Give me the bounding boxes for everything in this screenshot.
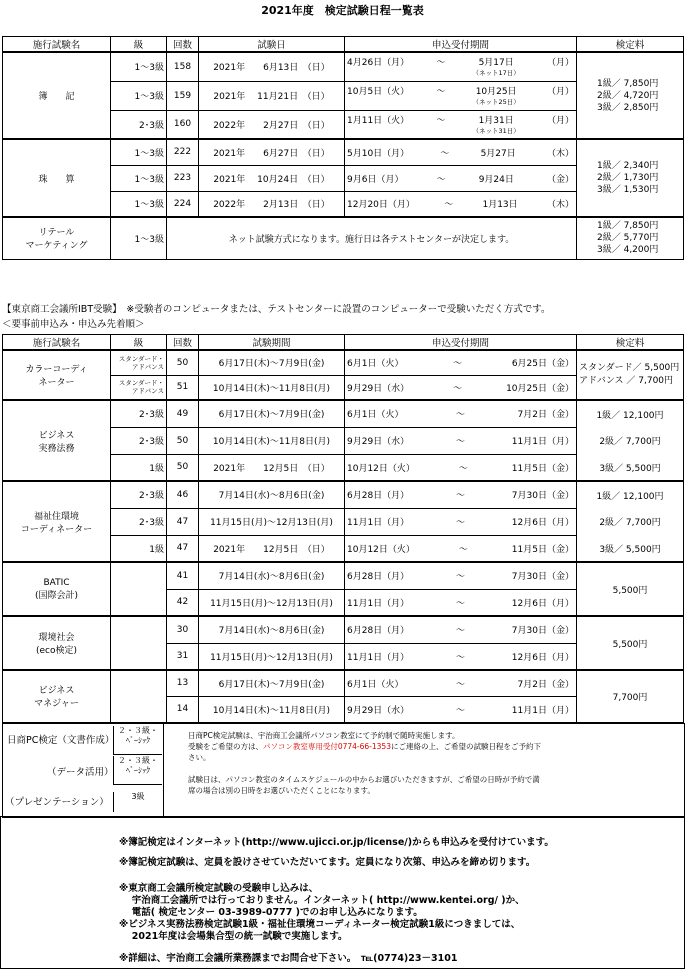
period-to: 7月30日（金） <box>511 572 574 583</box>
exam-name <box>3 400 111 481</box>
fee-line: アドバンス ／ 7,700円 <box>579 376 674 386</box>
footer-note: 宇治商工会議所では行っておりません。インターネット( http://www.kentei.org/ )か、 <box>119 895 525 906</box>
period-from: 9月6日（月） <box>347 174 404 185</box>
net-note: （ネット31日） <box>472 126 520 135</box>
pc-level-3: 3級 <box>113 792 162 812</box>
period-to: 7月30日（金） <box>511 626 574 637</box>
ibt-note-2: ＜要事前申込み・申込み先着順＞ <box>2 319 145 330</box>
period-to: 12月6日（月） <box>511 652 574 663</box>
period-cell <box>345 481 577 508</box>
header-cell: 施行試験名 <box>3 335 111 351</box>
footer-note: ※東京商工会議所検定試験の受験申し込みは、 <box>119 883 319 894</box>
period-cell <box>345 81 577 110</box>
fee-cell <box>577 350 684 400</box>
schedule-table-2 <box>2 334 684 723</box>
header-cell: 級 <box>111 335 167 351</box>
table-row <box>3 217 684 259</box>
grade-cell <box>111 562 167 616</box>
pc-desc-line <box>188 741 684 752</box>
header-cell: 級 <box>111 37 167 53</box>
period-from: 6月1日（火） <box>347 359 404 370</box>
period-to: 11月5日（金） <box>511 463 574 474</box>
period-cell <box>345 165 577 191</box>
fee-cell: 3級／ 5,500円 <box>577 454 684 481</box>
header-cell: 試験日 <box>199 37 345 53</box>
period-from: 6月1日（火） <box>347 679 404 690</box>
exam-name-line: ビジネス <box>38 430 75 441</box>
period-to: 11月5日（金） <box>511 544 574 555</box>
table-row <box>3 562 684 589</box>
grade-cell <box>111 616 167 670</box>
round-cell: 51 <box>167 375 199 400</box>
period-to: 7月30日（金） <box>511 491 574 502</box>
period-cell <box>345 508 577 535</box>
header-cell: 申込受付期間 <box>345 335 577 351</box>
period-exam: 10月14日(木)～11月8日(月) <box>199 427 345 454</box>
footer-note: 2021年度は会場集合型の統一試験で実施します。 <box>119 931 348 942</box>
round-cell: 41 <box>167 562 199 589</box>
period-from: 10月5日（火） <box>347 87 410 97</box>
period-from: 10月12日（火） <box>347 544 415 555</box>
fee-cell <box>577 52 684 139</box>
period-cell <box>345 616 577 643</box>
tilde: ～ <box>455 652 465 663</box>
period-cell <box>345 350 577 375</box>
exam-name-line: 福祉住環境 <box>33 511 79 522</box>
period-to: 12月6日（月） <box>511 598 574 609</box>
round-cell: 42 <box>167 589 199 616</box>
header-cell: 施行試験名 <box>3 37 111 53</box>
exam-name-line: マネジャー <box>34 699 79 710</box>
period-exam: 11月15日(月)～12月13日(月) <box>199 643 345 670</box>
ibt-note: 【東京商工会議所IBT受験】 ※受験者のコンピュータまたは、テストセンターに設置のコンピューターで受験いただく方式です。 <box>2 304 551 315</box>
round-cell: 222 <box>167 139 199 165</box>
pc-desc-text: 受験をご希望の方は、 <box>188 742 263 751</box>
footer-note: 電話( 検定センター 03-3989-0777 )でのお申し込みになります。 <box>119 907 423 918</box>
period-from: 11月1日（月） <box>347 652 410 663</box>
tilde: ～ <box>455 705 465 716</box>
period-cell <box>345 454 577 481</box>
period-cell <box>345 589 577 616</box>
fee-cell: 7,700円 <box>577 670 684 722</box>
table-row <box>3 616 684 643</box>
exam-name: 珠 算 <box>3 139 111 217</box>
tilde: ～ <box>455 679 465 690</box>
grade-cell: 1～3級 <box>111 139 167 165</box>
exam-name-line: BATIC <box>43 577 70 588</box>
fee-line: 1級／ 2,340円 <box>597 161 659 171</box>
page-title: 2021年度 検定試験日程一覧表 <box>261 4 424 17</box>
round-cell: 13 <box>167 670 199 696</box>
round-cell: 50 <box>167 454 199 481</box>
footer-notes <box>0 816 685 969</box>
period-exam: 6月17日(木)～7月9日(金) <box>199 670 345 696</box>
period-from: 6月28日（月） <box>347 626 410 637</box>
grade-cell: 2･3級 <box>111 481 167 508</box>
round-cell: 49 <box>167 400 199 427</box>
grade-cell: 1～3級 <box>111 191 167 217</box>
table-header <box>3 37 684 53</box>
grade-cell <box>111 375 167 400</box>
date-cell: 2021年 11月21日 （日） <box>199 81 345 110</box>
grade-cell: 2･3級 <box>111 110 167 139</box>
fee-line: 2級／ 4,720円 <box>597 90 659 101</box>
pc-desc-line: さい。 <box>188 753 211 762</box>
period-exam: 2021年 12月5日 （日） <box>199 454 345 481</box>
tilde: ～ <box>458 463 468 474</box>
tilde: ～ <box>455 437 465 447</box>
round-cell: 14 <box>167 696 199 722</box>
exam-name-line: ビジネス <box>38 686 75 697</box>
period-from: 9月29日（水） <box>347 437 410 447</box>
table-row <box>3 400 684 427</box>
period-from: 6月28日（月） <box>347 572 410 583</box>
grade-cell: 1～3級 <box>111 52 167 81</box>
table-row <box>3 350 684 375</box>
pc-desc-line: 日商PC検定試験は、宇治商工会議所パソコン教室にて予約制で随時実施します。 <box>188 731 460 740</box>
tilde: ～ <box>455 491 465 502</box>
fee-cell: 2級／ 7,700円 <box>577 508 684 535</box>
fee-cell <box>577 217 684 259</box>
header-cell: 回数 <box>167 37 199 53</box>
tilde: ～ <box>455 598 465 609</box>
period-exam: 7月14日(水)～8月6日(金) <box>199 616 345 643</box>
header-cell: 検定料 <box>577 335 684 351</box>
round-cell: 47 <box>167 508 199 535</box>
round-cell: 224 <box>167 191 199 217</box>
period-exam: 10月14日(木)～11月8日(月) <box>199 696 345 722</box>
period-from: 11月1日（月） <box>347 518 410 528</box>
tilde: ～ <box>436 115 446 126</box>
tilde: ～ <box>458 544 468 555</box>
period-dow: （金） <box>546 174 574 185</box>
round-cell: 46 <box>167 481 199 508</box>
fee-line: 3級／ 4,200円 <box>597 245 659 256</box>
period-to: 9月24日 <box>478 174 514 185</box>
period-cell <box>345 139 577 165</box>
round-cell: 50 <box>167 350 199 375</box>
date-cell: 2022年 2月27日 （日） <box>199 110 345 139</box>
period-to: 11月1日（月） <box>511 705 574 716</box>
grade-cell: 2･3級 <box>111 400 167 427</box>
exam-name <box>3 562 111 616</box>
grade-cell: 1～3級 <box>111 217 167 259</box>
date-cell: 2021年 6月13日 （日） <box>199 52 345 81</box>
fee-cell <box>577 139 684 217</box>
exam-name-line: マーケティング <box>25 241 88 252</box>
period-exam: 7月14日(水)～8月6日(金) <box>199 562 345 589</box>
table-row <box>3 139 684 165</box>
period-exam: 2021年 12月5日 （日） <box>199 535 345 562</box>
period-cell <box>345 643 577 670</box>
grade-cell: 1級 <box>111 454 167 481</box>
footer-note: ※詳細は、宇治商工会議所業務課までお問合せ下さい。 ℡(0774)23－3101 <box>119 953 458 964</box>
footer-note: ※ビジネス実務法務検定試験1級・福祉住環境コーディネーター検定試験1級につきましては、 <box>119 919 521 930</box>
exam-name <box>3 616 111 670</box>
period-dow: （月） <box>546 115 574 126</box>
period-cell <box>345 696 577 722</box>
pc-label-document: 日商PC検定（文書作成） <box>7 735 115 746</box>
table-row <box>3 52 684 81</box>
period-dow: （月） <box>546 58 574 69</box>
fee-cell: 5,500円 <box>577 562 684 616</box>
pc-desc-line: 席の場合は別の日時をお選びいただくことになります。 <box>188 786 375 795</box>
period-from: 6月28日（月） <box>347 491 410 502</box>
header-cell: 試験期間 <box>199 335 345 351</box>
period-cell <box>345 52 577 81</box>
header-cell: 申込受付期間 <box>345 37 577 53</box>
round-cell: 160 <box>167 110 199 139</box>
period-from: 11月1日（月） <box>347 598 410 609</box>
exam-name-line: カラーコーディ <box>25 365 88 375</box>
exam-name <box>3 481 111 562</box>
period-to: 7月2日（金） <box>517 410 574 421</box>
period-from: 6月1日（火） <box>347 410 404 421</box>
period-cell <box>345 535 577 562</box>
period-to: 5月27日 <box>480 148 516 159</box>
period-cell <box>345 191 577 217</box>
pc-exam-section <box>2 723 685 818</box>
exam-name-line: ネーター <box>38 378 75 388</box>
period-exam: 11月15日(月)～12月13日(月) <box>199 508 345 535</box>
period-cell <box>345 670 577 696</box>
round-cell: 30 <box>167 616 199 643</box>
grade-line: アドバンス <box>131 387 164 396</box>
table-header <box>3 335 684 351</box>
period-dow: （木） <box>546 148 574 159</box>
period-exam: 6月17日(木)～7月9日(金) <box>199 350 345 375</box>
pc-level-2 <box>113 756 162 785</box>
period-from: 10月12日（火） <box>347 463 415 474</box>
date-cell: 2021年 10月24日 （日） <box>199 165 345 191</box>
exam-name-line: 実務法務 <box>38 443 75 454</box>
period-exam: 7月14日(水)～8月6日(金) <box>199 481 345 508</box>
exam-name-line: リテール <box>38 228 75 239</box>
date-cell: 2021年 6月27日 （日） <box>199 139 345 165</box>
round-cell: 158 <box>167 52 199 81</box>
period-exam: 6月17日(木)～7月9日(金) <box>199 400 345 427</box>
schedule-table-1 <box>2 36 684 260</box>
tilde: ～ <box>455 410 465 421</box>
period-cell <box>345 562 577 589</box>
round-cell: 159 <box>167 81 199 110</box>
fee-line: 2級／ 1,730円 <box>597 173 659 183</box>
period-cell <box>345 427 577 454</box>
round-cell: 31 <box>167 643 199 670</box>
tilde: ～ <box>455 572 465 583</box>
fee-line: 2級／ 5,770円 <box>597 233 659 244</box>
grade-cell: 2･3級 <box>111 427 167 454</box>
grade-line: スタンダード・ <box>118 354 164 363</box>
period-from: 5月10日（月） <box>347 148 410 159</box>
grade-line: スタンダード・ <box>118 379 164 388</box>
pc-desc-line: 試験日は、パソコン教室のタイムスケジュールの中からお選びいただきますが、ご希望の日時が予約で満 <box>188 775 540 784</box>
tilde: ～ <box>453 383 463 394</box>
period-from: 12月20日（月） <box>347 200 415 211</box>
net-note: （ネット25日） <box>472 98 520 106</box>
exam-name-line: コーディネーター <box>20 524 93 535</box>
period-from: 9月29日（水） <box>347 383 410 394</box>
grade-line: アドバンス <box>131 362 164 371</box>
period-dow: （月） <box>546 87 574 97</box>
fee-cell: 3級／ 5,500円 <box>577 535 684 562</box>
grade-cell: 1級 <box>111 535 167 562</box>
grade-cell: 2･3級 <box>111 508 167 535</box>
pc-level-1 <box>113 726 162 755</box>
header-cell: 検定料 <box>577 37 684 53</box>
period-to: 6月25日（金） <box>511 359 574 370</box>
period-to: 10月25日（金） <box>506 383 574 394</box>
period-cell <box>345 375 577 400</box>
fee-cell: 2級／ 7,700円 <box>577 427 684 454</box>
period-to: 7月2日（金） <box>517 679 574 690</box>
tilde: ～ <box>436 87 446 97</box>
round-cell: 47 <box>167 535 199 562</box>
fee-cell: 1級／ 12,100円 <box>577 400 684 427</box>
header-cell: 回数 <box>167 335 199 351</box>
period-from: 1月11日（火） <box>347 115 410 126</box>
exam-name-line: 環境社会 <box>38 633 75 643</box>
date-cell: 2022年 2月13日 （日） <box>199 191 345 217</box>
period-to: 11月1日（月） <box>511 437 574 447</box>
tilde: ～ <box>436 58 446 69</box>
period-to: 1月13日 <box>482 200 518 211</box>
tilde: ～ <box>440 148 450 159</box>
fee-cell: 5,500円 <box>577 616 684 670</box>
grade-cell: 1～3級 <box>111 81 167 110</box>
retail-note: ネット試験方式になります。施行日は各テストセンターが決定します。 <box>167 217 577 259</box>
tilde: ～ <box>455 626 465 637</box>
period-to: 1月31日 <box>478 115 514 126</box>
fee-line: 1級／ 7,850円 <box>597 221 659 232</box>
period-cell <box>345 110 577 139</box>
pc-phone-highlight: パソコン教室専用受付0774-66-1353 <box>263 742 391 751</box>
grade-cell <box>111 350 167 375</box>
fee-line: 1級／ 7,850円 <box>597 78 659 89</box>
exam-name <box>3 217 111 259</box>
fee-cell: 1級／ 12,100円 <box>577 481 684 508</box>
period-exam: 11月15日(月)～12月13日(月) <box>199 589 345 616</box>
period-from: 9月29日（水） <box>347 705 410 716</box>
period-to: 5月17日 <box>478 58 514 69</box>
grade-cell <box>111 670 167 722</box>
exam-name: 簿 記 <box>3 52 111 139</box>
tilde: ～ <box>444 200 454 211</box>
round-cell: 223 <box>167 165 199 191</box>
period-to: 10月25日 <box>475 87 517 97</box>
period-cell <box>345 400 577 427</box>
pc-desc-text: にご連絡の上、ご希望の試験日程をご予約下 <box>390 742 541 751</box>
round-cell: 50 <box>167 427 199 454</box>
exam-name <box>3 350 111 400</box>
net-note: （ネット17日） <box>472 69 520 78</box>
pc-label-data: （データ活用） <box>47 767 114 778</box>
level-line: ﾍﾞｰｼｯｸ <box>126 766 150 775</box>
exam-name-line: (国際会計) <box>34 590 79 601</box>
period-exam: 10月14日(木)～11月8日(月) <box>199 375 345 400</box>
fee-line: スタンダード／ 5,500円 <box>579 363 680 373</box>
period-from: 4月26日（月） <box>347 58 410 69</box>
table-row <box>3 670 684 696</box>
tilde: ～ <box>453 359 463 370</box>
level-line: ﾍﾞｰｼｯｸ <box>126 736 150 745</box>
tilde: ～ <box>455 518 465 528</box>
exam-name-line: (eco検定) <box>35 646 77 656</box>
footer-note: ※簿記検定はインターネット(http://www.ujicci.or.jp/license/)からも申込みを受付けています。 <box>119 837 554 848</box>
period-to: 12月6日（月） <box>511 518 574 528</box>
level-line: ２・３級・ <box>118 756 158 765</box>
exam-name <box>3 670 111 722</box>
pc-description <box>163 724 684 817</box>
fee-line: 3級／ 2,850円 <box>597 102 659 113</box>
tilde: ～ <box>436 174 446 185</box>
grade-cell: 1～3級 <box>111 165 167 191</box>
pc-label-presentation: （プレゼンテーション） <box>5 797 109 808</box>
table-row <box>3 481 684 508</box>
footer-note: ※簿記検定試験は、定員を設けさせていただいてます。定員になり次第、申込みを締め切ります。 <box>119 857 536 868</box>
period-dow: （木） <box>546 200 574 211</box>
level-line: ２・３級・ <box>118 726 158 735</box>
fee-line: 3級／ 1,530円 <box>597 185 659 195</box>
